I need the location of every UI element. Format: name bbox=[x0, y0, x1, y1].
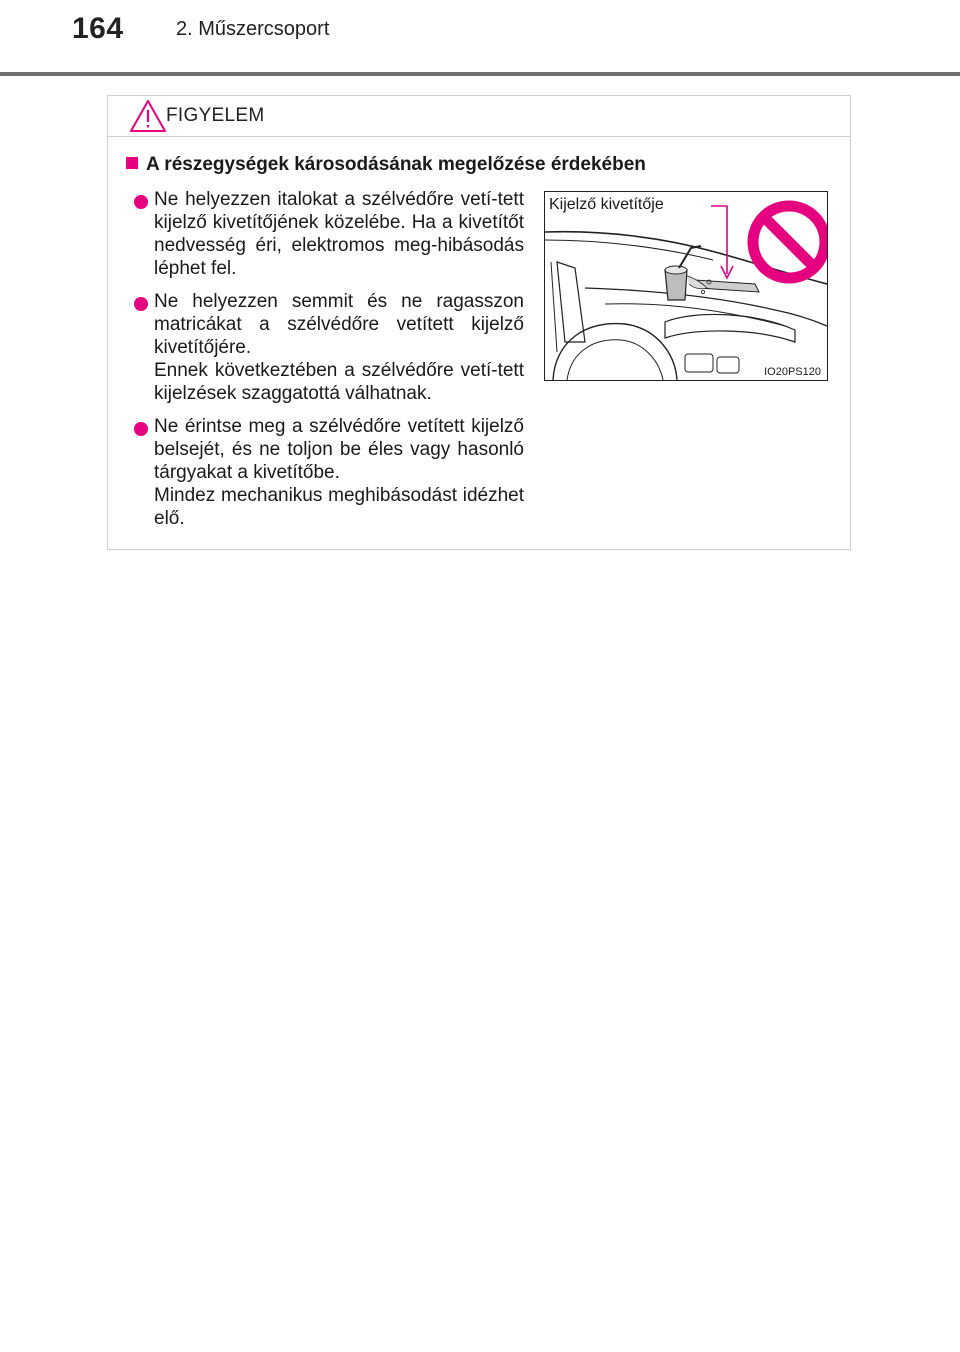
figure-code: IO20PS120 bbox=[764, 366, 821, 378]
warning-header bbox=[108, 96, 850, 137]
illustration bbox=[544, 191, 828, 381]
square-bullet-icon bbox=[126, 157, 138, 169]
page-number: 164 bbox=[72, 12, 124, 45]
circle-bullet-icon bbox=[134, 297, 148, 311]
list-item bbox=[134, 415, 524, 530]
dashboard-drawing bbox=[545, 192, 827, 380]
bullet-text: Ne helyezzen italokat a szélvédőre vetí-tett kijelző kivetítőjének közelébe. Ha a kivetítőt nedvesség éri, elektromos meg-hibásodás léphet fel. bbox=[154, 189, 524, 279]
warning-box bbox=[107, 95, 851, 550]
warning-triangle-icon bbox=[128, 98, 168, 134]
bullet-text: Ne helyezzen semmit és ne ragasszon matricákat a szélvédőre vetített kijelző kivetítőjére. Ennek következtében a szélvédőre vetí-tett kijelzések szaggatottá válhatnak. bbox=[154, 291, 524, 404]
header-rule bbox=[0, 72, 960, 76]
bullet-list bbox=[134, 188, 524, 540]
section-title: 2. Műszercsoport bbox=[176, 18, 330, 40]
circle-bullet-icon bbox=[134, 422, 148, 436]
bullet-text: Ne érintse meg a szélvédőre vetített kijelző belsejét, és ne toljon be éles vagy hasonló tárgyakat a kivetítőbe. Mindez mechanikus meghibásodást idézhet elő. bbox=[154, 416, 524, 529]
circle-bullet-icon bbox=[134, 195, 148, 209]
page-header bbox=[0, 0, 960, 80]
subheading-text: A részegységek károsodásának megelőzése érdekében bbox=[146, 154, 646, 175]
callout-label: Kijelző kivetítője bbox=[549, 196, 664, 213]
subheading bbox=[126, 154, 646, 176]
warning-label: FIGYELEM bbox=[166, 105, 265, 126]
list-item bbox=[134, 188, 524, 280]
list-item bbox=[134, 290, 524, 405]
no-entry-icon bbox=[753, 206, 825, 278]
